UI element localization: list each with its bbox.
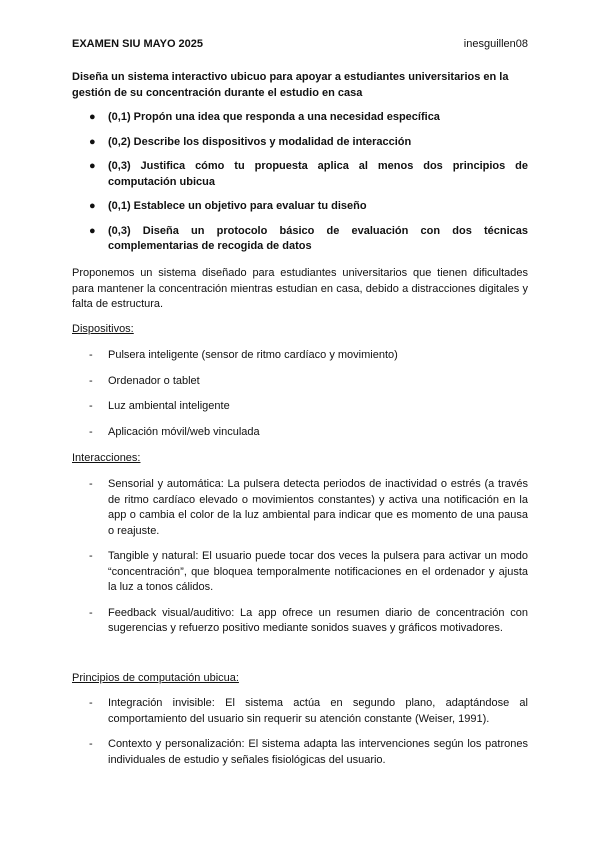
dash-marker: - [89, 697, 93, 709]
device-item: - Aplicación móvil/web vinculada [72, 425, 528, 441]
dash-marker: - [89, 738, 93, 750]
device-item: - Luz ambiental inteligente [72, 399, 528, 415]
dash-marker: - [89, 425, 93, 438]
interactions-heading: Interacciones: [72, 452, 141, 464]
principle-item: - Integración invisible: El sistema actúa en segundo plano, adaptándose al comportamiento del usuario sin requerir su atención constante (Weiser, 1991). [89, 697, 528, 725]
bullet-icon: ● [89, 135, 96, 148]
dash-marker: - [89, 478, 93, 490]
question-statement: Diseña un sistema interactivo ubicuo para apoyar a estudiantes universitarios en la gestión de su concentración durante el estudio en casa [72, 71, 509, 99]
dash-marker: - [89, 550, 93, 562]
task-item: ● (0,1) Propón una idea que responda a una necesidad específica [72, 110, 528, 126]
interactions-list [72, 477, 528, 637]
interaction-item: - Feedback visual/auditivo: La app ofrece un resumen diario de concentración con sugerencias y refuerzo positivo mediante sonidos suaves y gráficos motivadores. [89, 606, 528, 634]
task-item: ● (0,3) Diseña un protocolo básico de evaluación con dos técnicas complementarias de recogida de datos [89, 224, 528, 252]
principles-heading: Principios de computación ubicua: [72, 672, 239, 684]
dash-marker: - [89, 606, 93, 619]
dash-marker: - [89, 374, 93, 387]
bullet-icon: ● [89, 160, 96, 172]
principles-list [72, 696, 528, 768]
exam-title: EXAMEN SIU MAYO 2025 [72, 38, 204, 50]
dash-marker: - [89, 349, 93, 361]
dash-marker: - [89, 400, 93, 412]
device-item: - Pulsera inteligente (sensor de ritmo cardíaco y movimiento) [72, 348, 528, 364]
bullet-icon: ● [89, 224, 96, 237]
intro-paragraph: Proponemos un sistema diseñado para estudiantes universitarios que tienen dificultades para mantener la concentración mientras estudian en casa, debido a distracciones digitales y falta de estructura. [72, 267, 528, 310]
task-list [72, 110, 528, 264]
bullet-icon: ● [89, 200, 96, 212]
bullet-icon: ● [89, 111, 96, 123]
task-item: ● (0,2) Describe los dispositivos y modalidad de interacción [72, 135, 528, 151]
page-header [72, 37, 528, 53]
author-name: inesguillen08 [463, 38, 528, 50]
principle-item: - Contexto y personalización: El sistema adapta las intervenciones según los patrones individuales de estudio y señales fisiológicas del usuario. [89, 738, 528, 766]
interaction-item: - Tangible y natural: El usuario puede tocar dos veces la pulsera para activar un modo “concentración”, que bloquea temporalmente notificaciones en el ordenador y ajusta la luz a tonos cálidos. [89, 550, 528, 593]
task-item: ● (0,3) Justifica cómo tu propuesta aplica al menos dos principios de computación ubicua [89, 160, 528, 188]
devices-heading: Dispositivos: [72, 323, 134, 335]
devices-list [72, 348, 528, 440]
device-item: - Ordenador o tablet [72, 374, 528, 390]
task-item: ● (0,1) Establece un objetivo para evaluar tu diseño [72, 199, 528, 215]
interaction-item: - Sensorial y automática: La pulsera detecta periodos de inactividad o estrés (a través de ritmo cardíaco elevado o movimientos constantes) y activa una notificación en la app o cambia el color de la luz ambiental para indicar que es momento de una pausa o reajuste. [89, 478, 528, 537]
